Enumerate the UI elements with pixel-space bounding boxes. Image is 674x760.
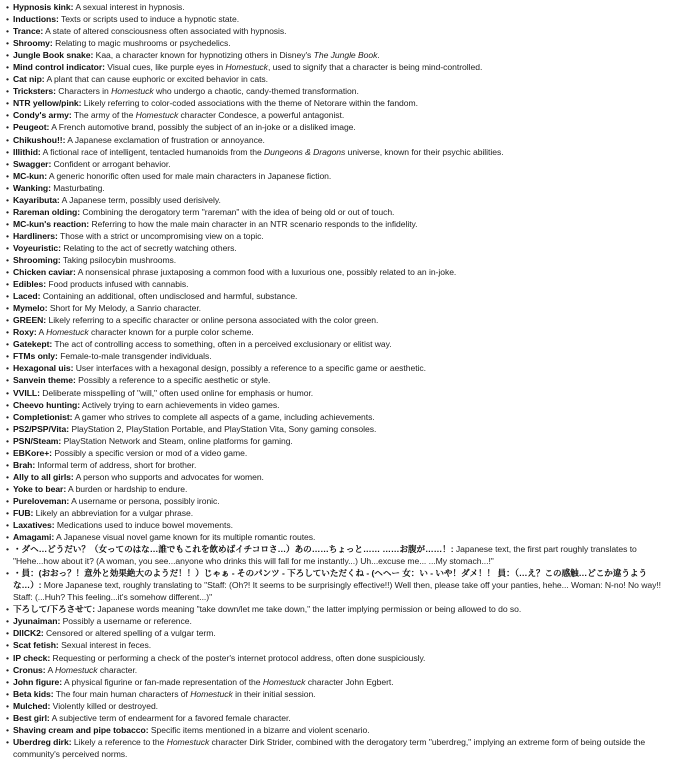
glossary-term: Shrooming: [13, 254, 61, 265]
glossary-entry [6, 314, 670, 326]
glossary-term: GREEN: [13, 315, 47, 326]
glossary-entry [6, 399, 670, 411]
glossary-entry [6, 387, 670, 399]
glossary-entry [6, 37, 670, 49]
glossary-term: Peugeot: [13, 122, 50, 133]
glossary-entry [6, 25, 670, 37]
glossary-definition: Characters in Homestuck who undergo a chaotic, candy-themed transformation. [58, 86, 359, 97]
glossary-entry [6, 459, 670, 471]
glossary-entry [6, 724, 670, 736]
glossary-entry [6, 411, 670, 423]
glossary-entry [6, 603, 670, 615]
glossary-term: Mind control indicator: [13, 62, 105, 73]
glossary-entry [6, 639, 670, 651]
glossary-term: Chikushou!!: [13, 134, 66, 145]
glossary-term: Tricksters: [13, 86, 56, 97]
glossary-term: ・員：(おおっ？！意外と効果絶大のようだ！！）じゃぁ - そのパンツ - 下ろしていただくね - (ヘヘー 女：い - いや！ダメ！！ 員：（…え？この感触…どこか違うよう な…）: [13, 568, 648, 591]
glossary-definition: Sexual interest in feces. [61, 640, 152, 651]
glossary-entry [6, 146, 670, 158]
glossary-definition: Texts or scripts used to induce a hypnotic state. [60, 14, 240, 25]
glossary-definition: A state of altered consciousness often associated with hypnosis. [45, 26, 287, 37]
glossary-definition: User interfaces with a hexagonal design, possibly a reference to a specific game or aesthetic. [75, 363, 427, 374]
glossary-definition: Censored or altered spelling of a vulgar term. [46, 628, 216, 639]
glossary-definition: Possibly a reference to a specific aesthetic or style. [78, 375, 271, 386]
glossary-term: Amagami: [13, 532, 55, 543]
glossary-definition: Masturbating. [53, 182, 105, 193]
glossary-entry [6, 338, 670, 350]
glossary-definition: A person who supports and advocates for women. [75, 471, 264, 482]
glossary-definition: A username or persona, possibly ironic. [71, 495, 220, 506]
glossary-definition: Those with a strict or uncompromising view on a topic. [60, 230, 264, 241]
glossary-term: Chicken caviar: [13, 267, 76, 278]
glossary-entry [6, 543, 670, 567]
glossary-term: Wanking: [13, 182, 51, 193]
glossary-definition: Japanese words meaning "take down/let me take down," the latter implying permission or being allowed to do so. [97, 604, 522, 615]
glossary-entry [6, 218, 670, 230]
glossary-term: Beta kids: [13, 688, 54, 699]
glossary-entry [6, 652, 670, 664]
glossary-definition: Containing an additional, often undisclosed and harmful, substance. [42, 291, 298, 302]
glossary-term: Hexagonal uis: [13, 363, 74, 374]
glossary-definition: A sexual interest in hypnosis. [75, 2, 185, 12]
glossary-term: Inductions: [13, 14, 59, 25]
glossary-definition: Relating to magic mushrooms or psychedelics. [55, 38, 231, 49]
glossary-term: EBKore+: [13, 447, 52, 458]
glossary-entry [6, 121, 670, 133]
glossary-definition: Kaa, a character known for hypnotizing others in Disney's The Jungle Book. [95, 50, 380, 61]
glossary-entry [6, 109, 670, 121]
glossary-definition: A nonsensical phrase juxtaposing a common food with a luxurious one, possibly related to an in-joke. [77, 267, 457, 278]
glossary-entry [6, 194, 670, 206]
glossary-definition: A Japanese term, possibly used derisively. [61, 194, 221, 205]
glossary-definition: The four main human characters of Homestuck in their initial session. [55, 688, 316, 699]
glossary-entry [6, 423, 670, 435]
glossary-entry [6, 326, 670, 338]
glossary-entry [6, 676, 670, 688]
glossary-term: Roxy: [13, 327, 37, 338]
glossary-entry [6, 134, 670, 146]
glossary-term: Jyunaiman: [13, 616, 61, 627]
glossary-definition: Short for My Melody, a Sanrio character. [49, 303, 202, 314]
glossary-definition: Deliberate misspelling of "will," often used online for emphasis or humor. [42, 387, 314, 398]
glossary-definition: Medications used to induce bowel movements. [56, 520, 233, 531]
glossary-term: FTMs only: [13, 351, 58, 362]
glossary-term: Completionist: [13, 411, 73, 422]
glossary-entry [6, 435, 670, 447]
glossary-term: Uberdreg dirk: [13, 736, 72, 747]
glossary-term: Scat fetish: [13, 640, 59, 651]
glossary-entry [6, 230, 670, 242]
glossary-entry [6, 447, 670, 459]
glossary-entry [6, 182, 670, 194]
glossary-entry [6, 519, 670, 531]
glossary-entry [6, 362, 670, 374]
glossary-term: DIICK2: [13, 628, 44, 639]
glossary-term: IP check: [13, 652, 51, 663]
glossary-term: Shroomy: [13, 38, 53, 49]
glossary-term: Illithid: [13, 146, 41, 157]
glossary-entry [6, 664, 670, 676]
glossary-entry [6, 700, 670, 712]
glossary-entry [6, 350, 670, 362]
glossary-definition: Likely referring to a specific character or online persona associated with the color green. [48, 315, 379, 326]
glossary-term: Pureloveman: [13, 495, 70, 506]
glossary-entry [6, 627, 670, 639]
glossary-term: Mymelo: [13, 303, 48, 314]
glossary-definition: Referring to how the male main character in an NTR scenario responds to the infidelity. [91, 218, 418, 229]
glossary-definition: A subjective term of endearment for a favored female character. [51, 712, 291, 723]
glossary-term: John figure: [13, 676, 63, 687]
glossary-term: Condy's army: [13, 110, 72, 121]
glossary-term: Rareman olding: [13, 206, 81, 217]
glossary-term: NTR yellow/pink: [13, 98, 82, 109]
glossary-entry [6, 615, 670, 627]
glossary-definition: A French automotive brand, possibly the subject of an in-joke or a disliked image. [51, 122, 356, 133]
glossary-entry [6, 266, 670, 278]
glossary-term: Cronus: [13, 664, 46, 675]
glossary-term: Jungle Book snake: [13, 50, 94, 61]
glossary-definition: A fictional race of intelligent, tentacled humanoids from the Dungeons & Dragons universe, known for their psychic abilities. [42, 146, 504, 157]
glossary-definition: Likely referring to color-coded associations with the theme of Netorare within the fandom. [83, 98, 418, 109]
glossary-definition: Relating to the act of secretly watching others. [63, 242, 237, 253]
glossary-definition: Taking psilocybin mushrooms. [62, 254, 177, 265]
glossary-entry [6, 483, 670, 495]
glossary-entry [6, 206, 670, 218]
glossary-definition: Informal term of address, short for brother. [37, 459, 197, 470]
glossary-definition: A generic honorific often used for male main characters in Japanese fiction. [48, 170, 332, 181]
glossary-term: Cat nip: [13, 74, 45, 85]
glossary-entry [6, 495, 670, 507]
glossary-entry [6, 471, 670, 483]
glossary-definition: A Homestuck character. [47, 664, 138, 675]
glossary-term: Hardliners: [13, 230, 58, 241]
glossary-term: VVILL: [13, 387, 40, 398]
glossary-definition: More Japanese text, roughly translating to "Staff: (Oh?! It seems to be surprisingly effective!!) Well then, please take off your panties, hehe... Woman: N-no! No way!! Staff: (...Huh? This feeling...it's somehow different...)" [13, 580, 662, 603]
glossary-definition: A Japanese visual novel game known for its multiple romantic routes. [56, 532, 316, 543]
glossary-entry [6, 567, 670, 603]
glossary-entry [6, 158, 670, 170]
glossary-term: Swagger: [13, 158, 52, 169]
glossary-entry [6, 374, 670, 386]
glossary-entry [6, 531, 670, 543]
glossary-entry [6, 254, 670, 266]
glossary-entry [6, 736, 670, 760]
glossary-definition: Likely an abbreviation for a vulgar phrase. [35, 507, 194, 518]
glossary-entry [6, 85, 670, 97]
glossary-definition: The army of the Homestuck character Condesce, a powerful antagonist. [73, 110, 345, 121]
glossary-term: FUB: [13, 507, 34, 518]
glossary-definition: Likely a reference to the Homestuck character Dirk Strider, combined with the derogatory term "uberdreg," implying an extreme form of being outside the community's perceived norms. [13, 736, 646, 759]
glossary-list [6, 1, 670, 760]
glossary-definition: PlayStation 2, PlayStation Portable, and PlayStation Vita, Sony gaming consoles. [71, 423, 377, 434]
glossary-term: Ally to all girls: [13, 471, 74, 482]
glossary-definition: Japanese text, the first part roughly translates to "Hehe...how about it? (A woman, you see...anyone who drinks this will fall for me instantly...) Uh...excuse me... ...My stomach...!" [13, 544, 637, 567]
glossary-term: Kayaributa: [13, 194, 60, 205]
glossary-entry [6, 302, 670, 314]
glossary-entry [6, 507, 670, 519]
glossary-definition: Possibly a username or reference. [62, 616, 192, 627]
glossary-entry [6, 97, 670, 109]
glossary-entry [6, 290, 670, 302]
glossary-term: Voyeuristic: [13, 242, 61, 253]
glossary-definition: A plant that can cause euphoric or excited behavior in cats. [46, 74, 268, 85]
glossary-definition: Combining the derogatory term "rareman" with the idea of being old or out of touch. [82, 206, 395, 217]
glossary-entry [6, 278, 670, 290]
glossary-definition: Food products infused with cannabis. [48, 279, 189, 290]
glossary-term: MC-kun's reaction: [13, 218, 90, 229]
glossary-entry [6, 688, 670, 700]
glossary-term: MC-kun: [13, 170, 48, 181]
glossary-term: Gatekept: [13, 339, 53, 350]
glossary-entry [6, 61, 670, 73]
glossary-document [6, 1, 670, 760]
glossary-term: 下ろして/下ろさせて: [13, 604, 96, 615]
glossary-entry [6, 1, 670, 13]
glossary-definition: Specific items mentioned in a bizarre and violent scenario. [150, 724, 370, 735]
glossary-definition: A gamer who strives to complete all aspects of a game, including achievements. [74, 411, 375, 422]
glossary-definition: Confident or arrogant behavior. [53, 158, 171, 169]
glossary-term: Laxatives: [13, 520, 55, 531]
glossary-term: ・ダヘ…どうだい？（女ってのはな…誰でもこれを飲めばイチコロさ…）あの……ちょっと…… ……お腹が……！: [13, 544, 454, 555]
glossary-definition: The act of controlling access to something, often in a perceived exclusionary or elitist way. [54, 339, 392, 350]
glossary-definition: Possibly a specific version or mod of a video game. [54, 447, 248, 458]
glossary-entry [6, 712, 670, 724]
glossary-term: Sanvein theme: [13, 375, 76, 386]
glossary-definition: PlayStation Network and Steam, online platforms for gaming. [63, 435, 293, 446]
glossary-definition: A burden or hardship to endure. [68, 483, 188, 494]
glossary-term: Mulched: [13, 700, 51, 711]
glossary-entry [6, 73, 670, 85]
glossary-entry [6, 49, 670, 61]
glossary-term: Brah: [13, 459, 36, 470]
glossary-entry [6, 13, 670, 25]
glossary-definition: A physical figurine or fan-made representation of the Homestuck character John Egbert. [63, 676, 394, 687]
glossary-definition: A Homestuck character known for a purple color scheme. [38, 327, 254, 338]
glossary-definition: Actively trying to earn achievements in video games. [81, 399, 280, 410]
glossary-term: PS2/PSP/Vita: [13, 423, 70, 434]
glossary-definition: Requesting or performing a check of the poster's internet protocol address, often done suspiciously. [52, 652, 426, 663]
glossary-term: Laced: [13, 291, 41, 302]
glossary-term: Hypnosis kink: [13, 2, 74, 12]
glossary-definition: Female-to-male transgender individuals. [60, 351, 212, 362]
glossary-term: Cheevo hunting: [13, 399, 81, 410]
glossary-term: Best girl: [13, 712, 50, 723]
glossary-term: Shaving cream and pipe tobacco: [13, 724, 149, 735]
glossary-definition: Violently killed or destroyed. [52, 700, 159, 711]
glossary-definition: A Japanese exclamation of frustration or annoyance. [67, 134, 265, 145]
glossary-entry [6, 170, 670, 182]
glossary-term: Yoke to bear: [13, 483, 67, 494]
glossary-entry [6, 242, 670, 254]
glossary-term: Edibles: [13, 279, 47, 290]
glossary-definition: Visual cues, like purple eyes in Homestuck, used to signify that a character is being mind-controlled. [107, 62, 483, 73]
glossary-term: PSN/Steam: [13, 435, 62, 446]
glossary-term: Trance: [13, 26, 44, 37]
